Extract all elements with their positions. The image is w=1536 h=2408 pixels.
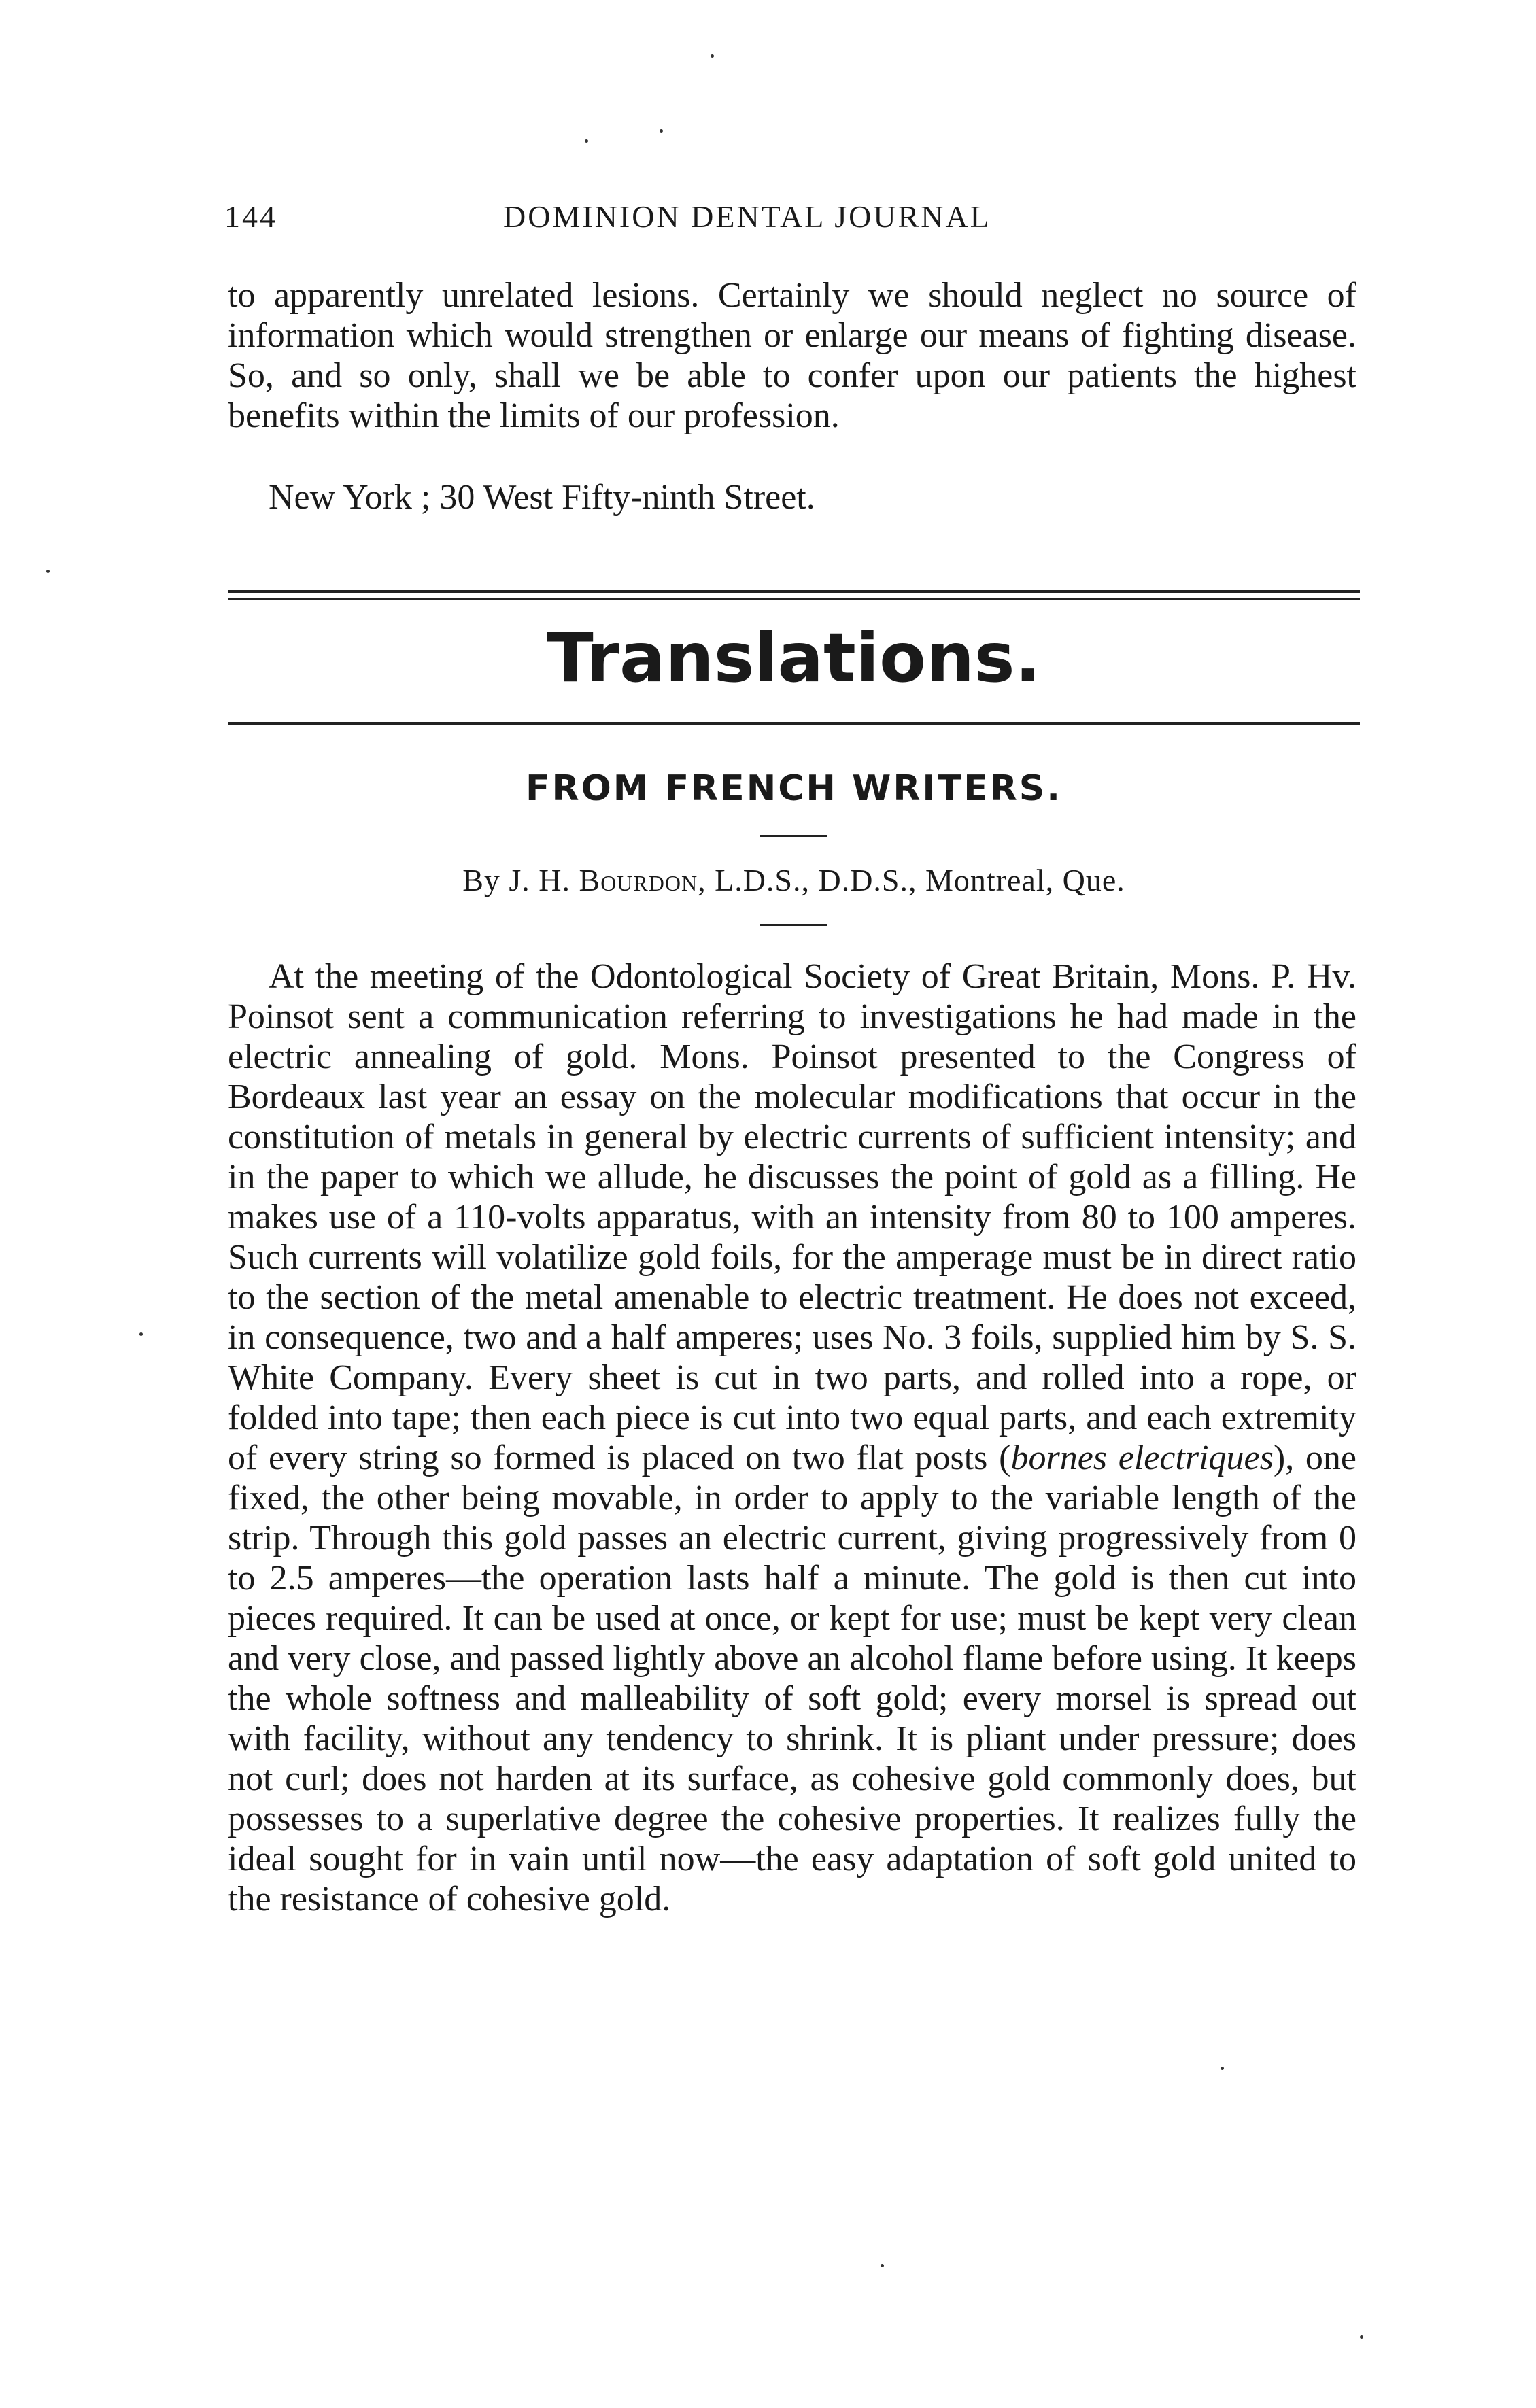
paper-speck (711, 54, 714, 58)
paper-speck (1360, 2335, 1363, 2339)
section-divider-rule (228, 590, 1360, 593)
paper-speck (881, 2264, 884, 2267)
paper-speck (1221, 2067, 1224, 2070)
paper-speck (660, 129, 663, 133)
page-number: 144 (224, 199, 277, 234)
byline-suffix: , L.D.S., D.D.S., Montreal, Que. (698, 863, 1125, 897)
paragraph-text-part-2: ), one fixed, the other being movable, in order to apply to the variable length of the strip. Through this gold passes an electric current, giving progressively from 0 to 2.5 amperes—the operation lasts half a minute. The gold is then cut into pieces required. It can be used at once, or kept for use; must be kept very clean and very close, and passed lightly above an alcohol flame before using. It keeps the whole softness and malleability of soft gold; every morsel is spread out with facility, without any tendency to shrink. It is pliant under pressure; does not curl; does not harden at its surface, as cohesive gold commonly does, but possesses to a superlative degree the cohesive properties. It realizes fully the ideal sought for in vain until now—the easy adaptation of soft gold united to the resistance of cohesive gold. (228, 1439, 1357, 1919)
title-underline-rule (228, 722, 1360, 725)
author-address: New York ; 30 West Fifty-ninth Street. (269, 478, 815, 517)
article-body (228, 957, 1356, 1919)
byline (228, 862, 1360, 898)
byline-author: Bourdon (579, 863, 698, 897)
short-rule-top (760, 835, 827, 837)
article-paragraph (228, 957, 1356, 1919)
section-divider-rule-thin (228, 598, 1360, 600)
section-subheading: FROM FRENCH WRITERS. (526, 768, 1062, 809)
paper-speck (585, 139, 588, 143)
short-rule-bottom (760, 924, 827, 926)
closing-paragraph: to apparently unrelated lesions. Certainly we should neglect no source of information which would strengthen or enlarge our means of fighting disease. So, and so only, shall we be able to confer upon our patients the highest benefits within the limits of our profession. (228, 276, 1356, 435)
paragraph-italic-term: bornes electriques (1010, 1439, 1274, 1477)
section-title: Translations. (547, 618, 1041, 698)
paper-speck (46, 570, 50, 573)
journal-title: DOMINION DENTAL JOURNAL (503, 199, 991, 234)
previous-article-closing (228, 275, 1356, 436)
paper-speck (139, 1332, 143, 1336)
byline-prefix: By J. H. (462, 863, 579, 897)
paragraph-text-part-1: At the meeting of the Odontological Society of Great Britain, Mons. P. Hv. Poinsot sent a communication referring to investigations he had made in the electric annealing of gold. Mons. Poinsot presented to the Congress of Bordeaux last year an essay on the molecular modifications that occur in the constitution of metals in general by electric currents of sufficient intensity; and in the paper to which we allude, he discusses the point of gold as a filling. He makes use of a 110-volts apparatus, with an intensity from 80 to 100 amperes. Such currents will volatilize gold foils, for the amperage must be in direct ratio to the section of the metal amenable to electric treatment. He does not exceed, in consequence, two and a half amperes; uses No. 3 foils, supplied him by S. S. White Company. Every sheet is cut in two parts, and rolled into a rope, or folded into tape; then each piece is cut into two equal parts, and each extremity of every string so formed is placed on two flat posts ( (228, 957, 1356, 1477)
running-head (224, 199, 1360, 239)
